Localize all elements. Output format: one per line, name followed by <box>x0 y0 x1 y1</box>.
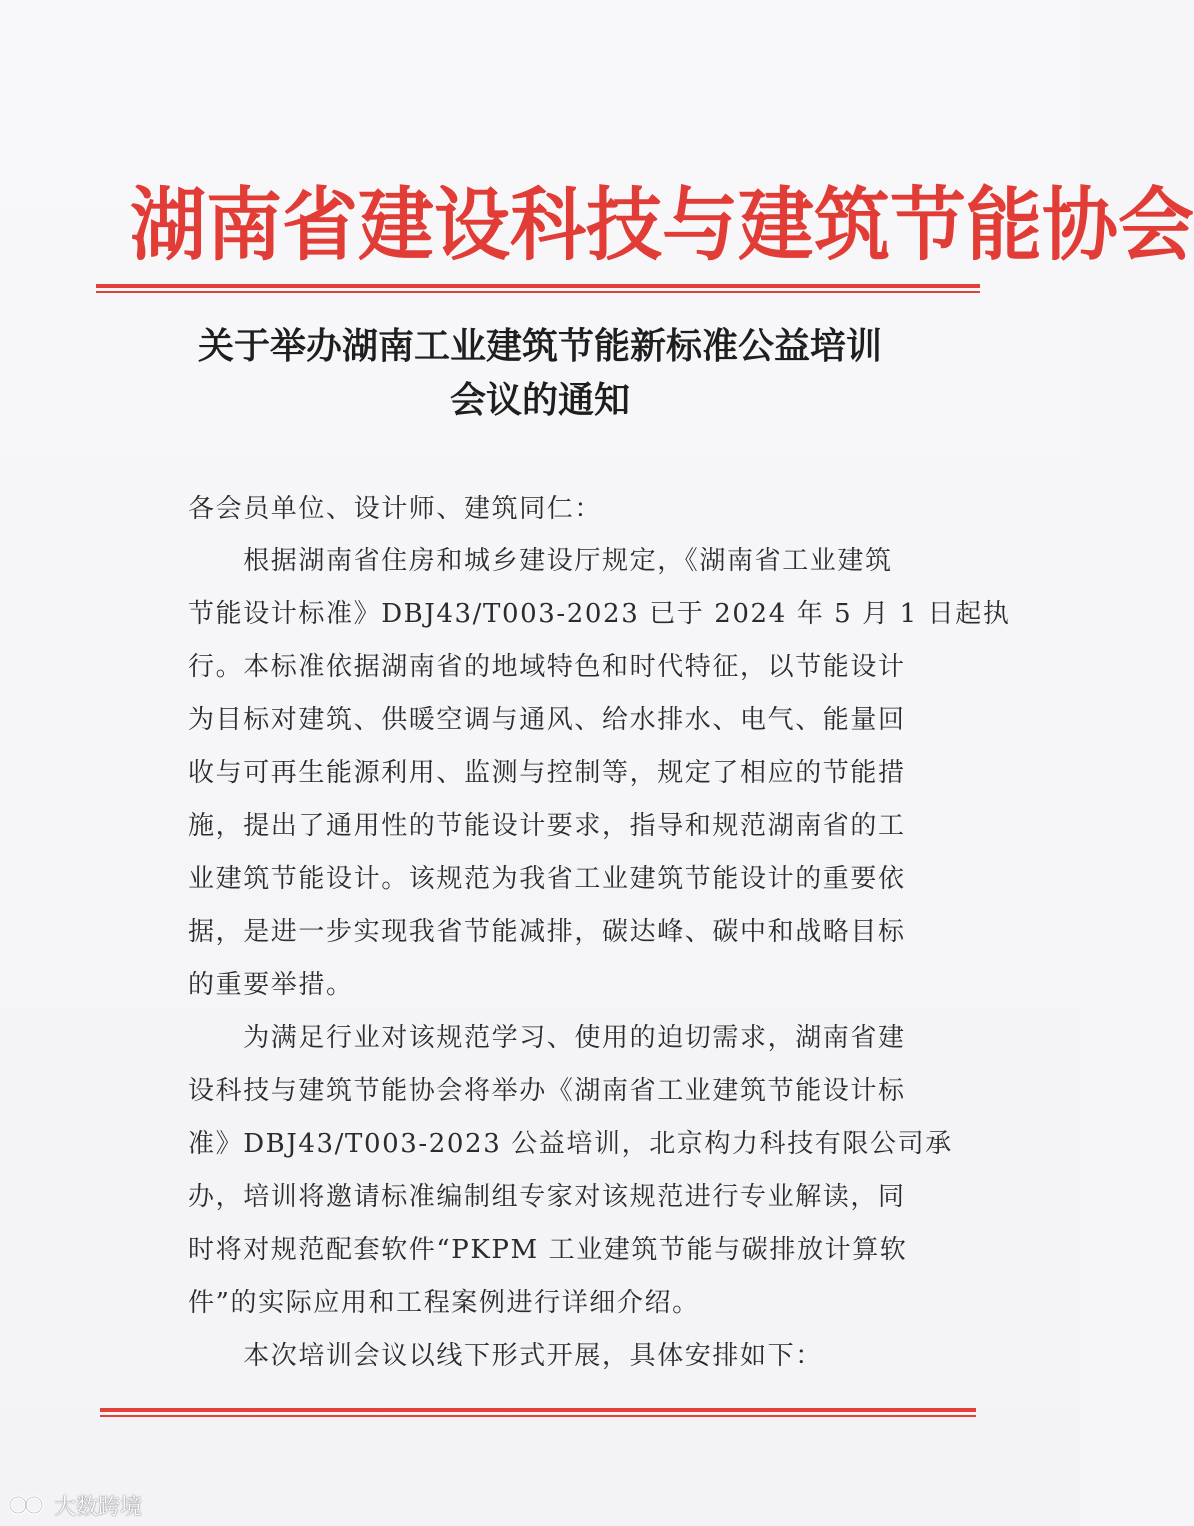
body-line: 件”的实际应用和工程案例进行详细介绍。 <box>188 1288 700 1318</box>
body-line: 的重要举措。 <box>188 970 354 1000</box>
header-red-rule <box>96 284 980 293</box>
body-line: 为目标对建筑、供暖空调与通风、给水排水、电气、能量回 <box>188 705 906 735</box>
body-line: 节能设计标准》DBJ43/T003-2023 已于 2024 年 5 月 1 日起执 <box>188 599 1011 629</box>
watermark <box>8 1490 142 1520</box>
body-line: 据，是进一步实现我省节能减排，碳达峰、碳中和战略目标 <box>188 917 906 947</box>
body-line: 业建筑节能设计。该规范为我省工业建筑节能设计的重要依 <box>188 864 906 894</box>
salutation: 各会员单位、设计师、建筑同仁： <box>188 494 603 524</box>
body-line: 本次培训会议以线下形式开展，具体安排如下： <box>188 1341 823 1371</box>
footer-red-rule <box>100 1408 976 1417</box>
body-line: 行。本标准依据湖南省的地域特色和时代特征，以节能设计 <box>188 652 906 682</box>
organization-header: 湖南省建设科技与建筑节能协会 <box>130 177 1194 272</box>
body-line: 时将对规范配套软件“PKPM 工业建筑节能与碳排放计算软 <box>188 1235 908 1265</box>
body-line: 设科技与建筑节能协会将举办《湖南省工业建筑节能设计标 <box>188 1076 906 1106</box>
body-line: 办，培训将邀请标准编制组专家对该规范进行专业解读，同 <box>188 1182 906 1212</box>
body-line: 准》DBJ43/T003-2023 公益培训，北京构力科技有限公司承 <box>188 1129 953 1159</box>
body-line: 根据湖南省住房和城乡建设厅规定，《湖南省工业建筑 <box>188 546 893 576</box>
body-line: 收与可再生能源利用、监测与控制等，规定了相应的节能措 <box>188 758 906 788</box>
brand-logo-icon <box>8 1492 50 1518</box>
notice-title-line-2: 会议的通知 <box>449 379 630 421</box>
notice-title-line-1: 关于举办湖南工业建筑节能新标准公益培训 <box>197 325 882 367</box>
body-line: 施，提出了通用性的节能设计要求，指导和规范湖南省的工 <box>188 811 906 841</box>
watermark-text: 大数跨境 <box>54 1494 143 1520</box>
body-line: 为满足行业对该规范学习、使用的迫切需求，湖南省建 <box>188 1023 906 1053</box>
